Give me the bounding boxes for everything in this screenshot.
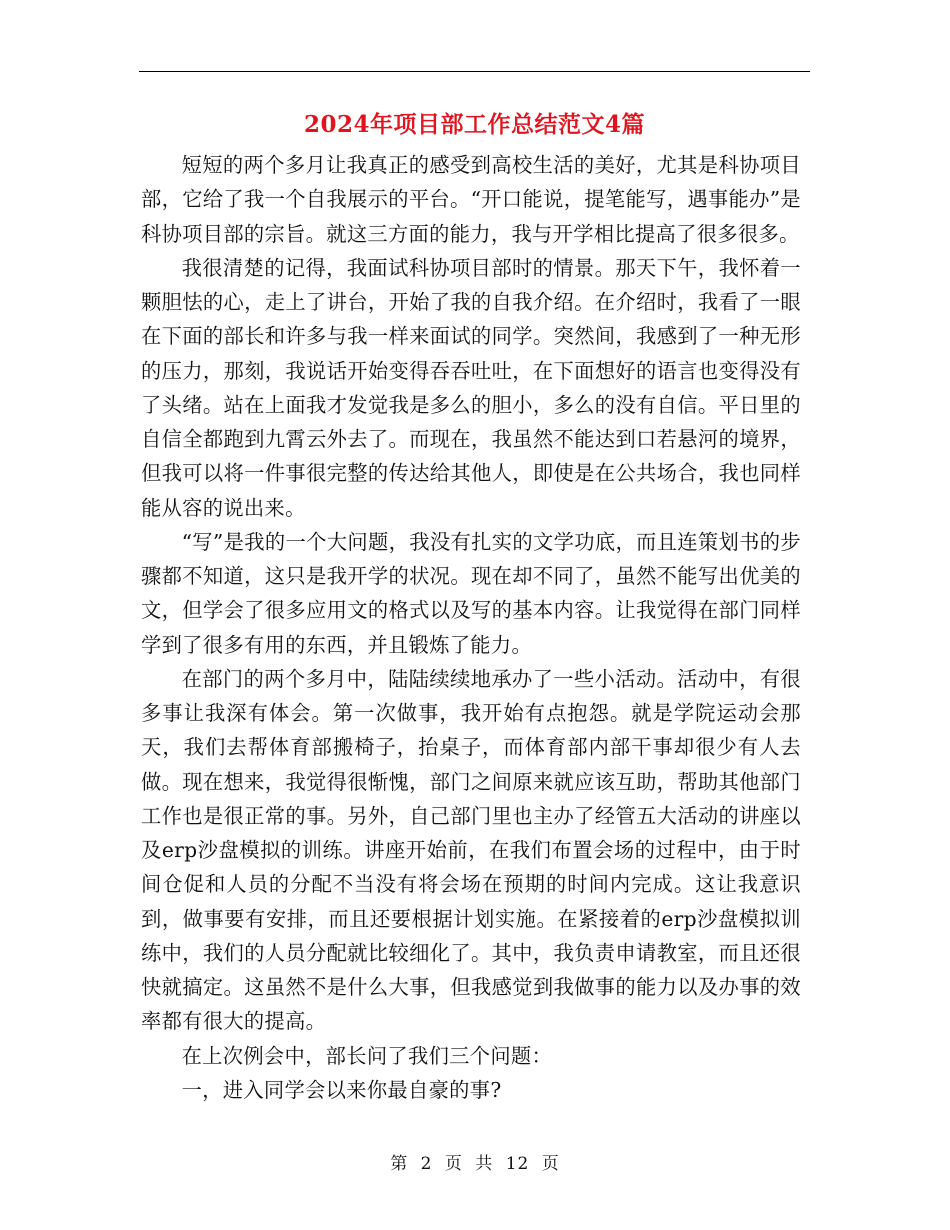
- paragraph-4: 在部门的两个多月中，陆陆续续地承办了一些小活动。活动中，有很多事让我深有体会。第一次做事，我开始有点抱怨。就是学院运动会那天，我们去帮体育部搬椅子，抬桌子，而体育部内部干事却很少有人去做。现在想来，我觉得很惭愧，部门之间原来就应该互助，帮助其他部门工作也是很正常的事。另外，自己部门里也主办了经管五大活动的讲座以及erp沙盘模拟的训练。讲座开始前，在我们布置会场的过程中，由于时间仓促和人员的分配不当没有将会场在预期的时间内完成。这让我意识到，做事要有安排，而且还要根据计划实施。在紧接着的erp沙盘模拟训练中，我们的人员分配就比较细化了。其中，我负责申请教室，而且还很快就搞定。这虽然不是什么大事，但我感觉到我做事的能力以及办事的效率都有很大的提高。: [141, 666, 801, 1034]
- paragraph-2: 我很清楚的记得，我面试科协项目部时的情景。那天下午，我怀着一颗胆怯的心，走上了讲台，开始了我的自我介绍。在介绍时，我看了一眼在下面的部长和许多与我一样来面试的同学。突然间，我感到了一种无形的压力，那刻，我说话开始变得吞吞吐吐，在下面想好的语言也变得没有了头绪。站在上面我才发觉我是多么的胆小，多么的没有自信。平日里的自信全都跑到九霄云外去了。而现在，我虽然不能达到口若悬河的境界，但我可以将一件事很完整的传达给其他人，即使是在公共场合，我也同样能从容的说出来。: [141, 255, 801, 520]
- paragraph-6: 一，进入同学会以来你最自豪的事?: [181, 1077, 502, 1102]
- paragraph-3: “写”是我的一个大问题，我没有扎实的文学功底，而且连策划书的步骤都不知道，这只是我开学的状况。现在却不同了，虽然不能写出优美的文，但学会了很多应用文的格式以及写的基本内容。让我觉得在部门同样学到了很多有用的东西，并且锻炼了能力。: [141, 529, 801, 657]
- document-title: 2024年项目部工作总结范文4篇: [303, 111, 646, 138]
- paragraph-5: 在上次例会中，部长问了我们三个问题：: [181, 1043, 553, 1068]
- page-number: 第 2 页 共 12 页: [390, 1154, 560, 1174]
- document-body: [141, 148, 801, 1107]
- header-rule: [139, 71, 810, 72]
- paragraph-1: 短短的两个多月让我真正的感受到高校生活的美好，尤其是科协项目部，它给了我一个自我展示的平台。“开口能说，提笔能写，遇事能办”是科协项目部的宗旨。就这三方面的能力，我与开学相比提高了很多很多。: [141, 153, 801, 246]
